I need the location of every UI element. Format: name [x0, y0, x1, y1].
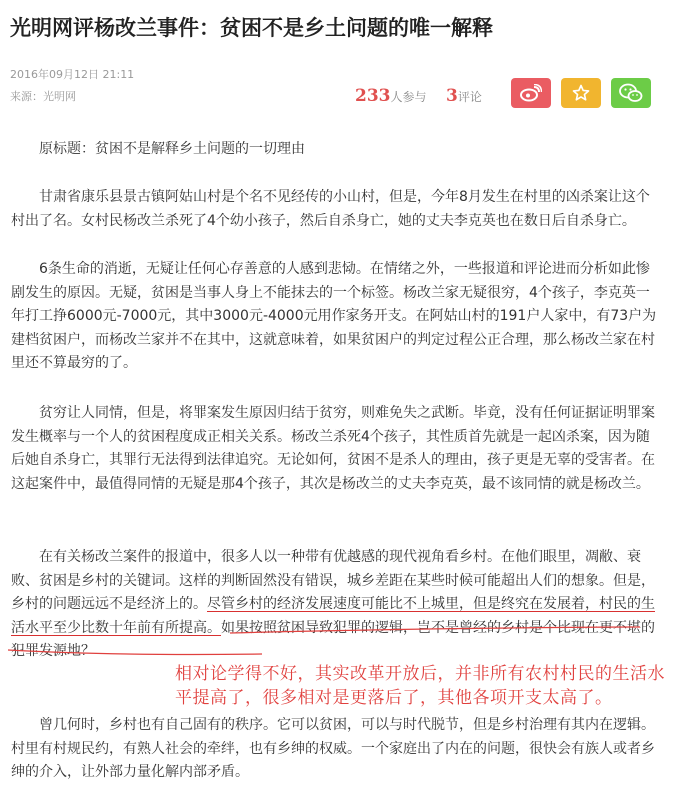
paragraph-5: 曾几何时，乡村也有自己固有的秩序。它可以贫困，可以与时代脱节，但是乡村治理有其内在逻辑。村里有村规民约，有熟人社会的牵绊，也有乡绅的权威。一个家庭出了内在的问题，很快会有族人或者乡绅的介入，让外部力量化解内部矛盾。 [11, 717, 655, 780]
paragraph-4-part-c: 如果按照贫困导致犯罪的逻辑，岂不是曾经的乡村是个比现在更不堪的犯罪发源地？ [11, 619, 655, 659]
comments-label: 评论 [457, 90, 482, 104]
article-title: 光明网评杨改兰事件：贫困不是乡土问题的唯一解释 [10, 15, 493, 40]
paragraph-original-title: 原标题：贫困不是解释乡土问题的一切理由 [39, 141, 305, 157]
paragraph-2: 6条生命的消逝，无疑让任何心存善意的人感到悲恸。在情绪之外，一些报道和评论进而分析如此惨剧发生的原因。无疑，贫困是当事人身上不能抹去的一个标签。杨改兰家无疑很穷，4个孩子，李克英一年打工挣6000元-7000元，其中3000元-4000元用作家务开支。在阿姑山村的191户人家中，有73户为建档贫困户，而杨改兰家并不在其中，这就意味着，如果贫困户的判定过程公正合理，那么杨改兰家在村里还不算最穷的了。 [11, 261, 657, 371]
paragraph-3: 贫穷让人同情，但是，将罪案发生原因归结于贫穷，则难免失之武断。毕竟，没有任何证据证明罪案发生概率与一个人的贫困程度成正相关关系。杨改兰杀死4个孩子，其性质首先就是一起凶杀案，因为随后她自杀身亡，其罪行无法得到法律追究。无论如何，贫困不是杀人的理由，孩子更是无辜的受害者。在这起案件中，最值得同情的无疑是那4个孩子，其次是杨改兰的丈夫李克英，最不该同情的就是杨改兰。 [11, 405, 655, 492]
handwritten-annotation: 相对论学得不好，其实改革开放后，并非所有农村村民的生活水平提高了，很多相对是更落后了，其他各项开支太高了。 [175, 664, 665, 708]
participants-label: 人参与 [390, 90, 427, 104]
participants-count: 233 [355, 86, 391, 106]
underlined-sentence: 尽管乡村的经济发展速度可能比不上城里，但是终究在发展着，村民的生活水平至少比数十年前有所提高。 [11, 596, 655, 636]
article-date: 2016年09月12日 21:11 [10, 68, 135, 81]
paragraph-4-part-a: 在有关杨改兰案件的报道中，很多人以一种带有优越感的现代视角看乡村。在他们眼里，凋敝、衰败、贫困是乡村的关键词。这样的判断固然没有错误，城乡差距在某些时候可能超出人们的想象。但是，乡村的问题远远不是经济上的。 [11, 549, 655, 612]
paragraph-1: 甘肃省康乐县景古镇阿姑山村是个名不见经传的小山村，但是，今年8月发生在村里的凶杀案让这个村出了名。女村民杨改兰杀死了4个幼小孩子，然后自杀身亡，她的丈夫李克英也在数日后自杀身亡。 [11, 189, 650, 229]
comments-count: 3 [446, 86, 458, 106]
article-source[interactable]: 来源：光明网 [10, 90, 76, 103]
